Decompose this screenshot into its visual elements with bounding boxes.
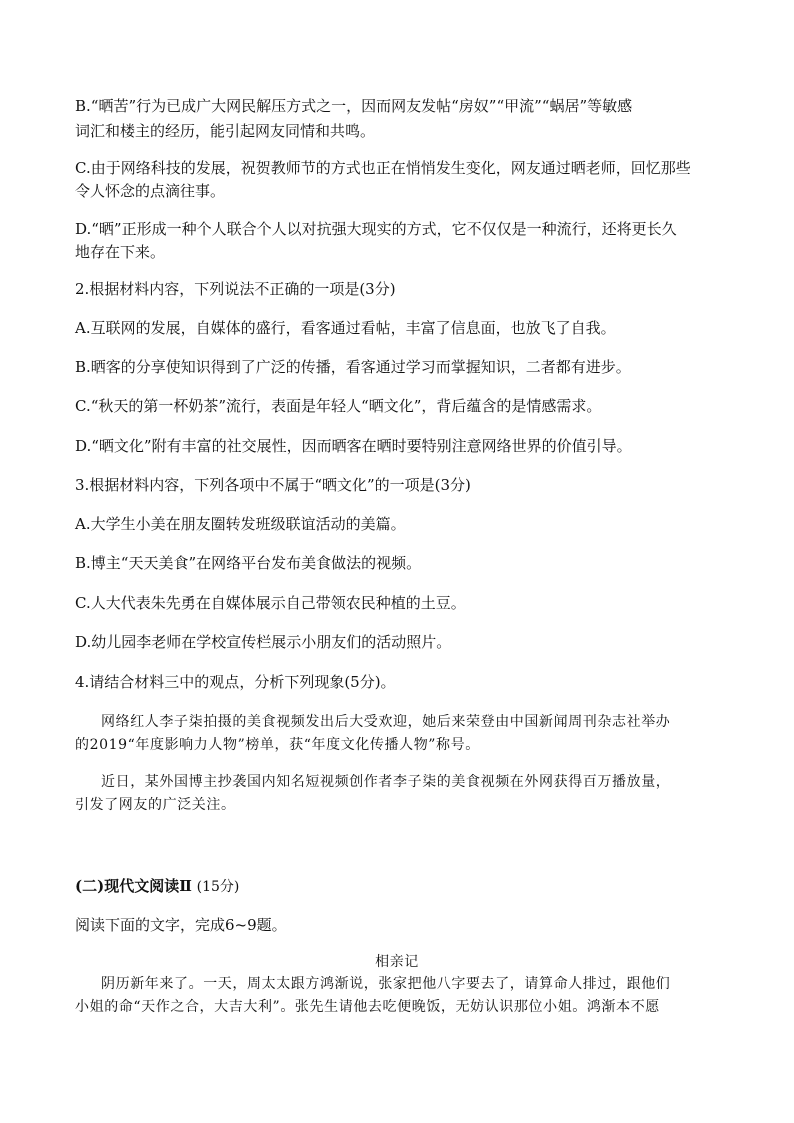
q1-option-c-line2: 令人怀念的点滴往事。 [75,182,226,200]
article-line1: 阴历新年来了。一天，周太太跟方鸿渐说，张家把他八字要去了，请算命人排过，跟他们 [101,976,671,992]
section-score: (15分) [196,879,240,895]
q4-stem: 4.请结合材料三中的观点，分析下列现象(5分)。 [75,673,396,691]
q1-option-b-line2: 词汇和楼主的经历，能引起网友同情和共鸣。 [75,122,376,140]
q4-material-p1-line2: 的2019“年度影响力人物”榜单，获“年度文化传播人物”称号。 [75,737,480,753]
q3-option-c: C.人大代表朱先勇在自媒体展示自己带领农民种植的土豆。 [75,594,466,612]
article-title: 相亲记 [375,954,419,970]
q3-stem: 3.根据材料内容，下列各项中不属于“晒文化”的一项是(3分) [75,476,471,494]
q2-option-a: A.互联网的发展，自媒体的盛行，看客通过看帖，丰富了信息面，也放飞了自我。 [75,319,616,337]
q3-option-b: B.博主“天天美食”在网络平台发布美食做法的视频。 [75,554,422,572]
q2-option-d: D.“晒文化”附有丰富的社交展性，因而晒客在晒时要特别注意网络世界的价值引导。 [75,437,632,455]
q1-option-d-line1: D.“晒”正形成一种个人联合个人以对抗强大现实的方式，它不仅仅是一种流行，还将更长久 [75,220,677,238]
q3-option-d: D.幼儿园李老师在学校宣传栏展示小朋友们的活动照片。 [75,633,452,651]
q2-option-c: C.“秋天的第一杯奶茶”流行，表面是年轻人“晒文化”，背后蕴含的是情感需求。 [75,397,602,415]
q4-material-p2-line2: 引发了网友的广泛关注。 [75,797,236,813]
q1-option-c-line1: C.由于网络科技的发展，祝贺教师节的方式也正在悄悄发生变化，网友通过晒老师，回忆那些 [75,159,691,177]
q2-option-b: B.晒客的分享使知识得到了广泛的传播，看客通过学习而掌握知识，二者都有进步。 [75,358,631,376]
article-line2: 小姐的命“天作之合，大吉大利”。张先生请他去吃便晚饭，无妨认识那位小姐。鸿渐本不愿 [75,999,660,1015]
q3-option-a: A.大学生小美在朋友圈转发班级联谊活动的美篇。 [75,515,406,533]
q4-material-p2-line1: 近日，某外国博主抄袭国内知名短视频创作者李子柒的美食视频在外网获得百万播放量， [101,774,671,790]
q2-stem: 2.根据材料内容，下列说法不正确的一项是(3分) [75,280,396,298]
q1-option-d-line2: 地存在下来。 [75,243,166,261]
q1-option-b-line1: B.“晒苦”行为已成广大网民解压方式之一，因而网友发帖“房奴”“甲流”“蜗居”等敏感 [75,97,633,115]
section-heading-text: (二)现代文阅读Ⅱ [75,877,192,895]
q4-material-p1-line1: 网络红人李子柒拍摄的美食视频发出后大受欢迎，她后来荣登由中国新闻周刊杂志社举办 [101,714,671,730]
section-heading [75,876,725,897]
reading-instruction: 阅读下面的文字，完成6~9题。 [75,916,287,934]
